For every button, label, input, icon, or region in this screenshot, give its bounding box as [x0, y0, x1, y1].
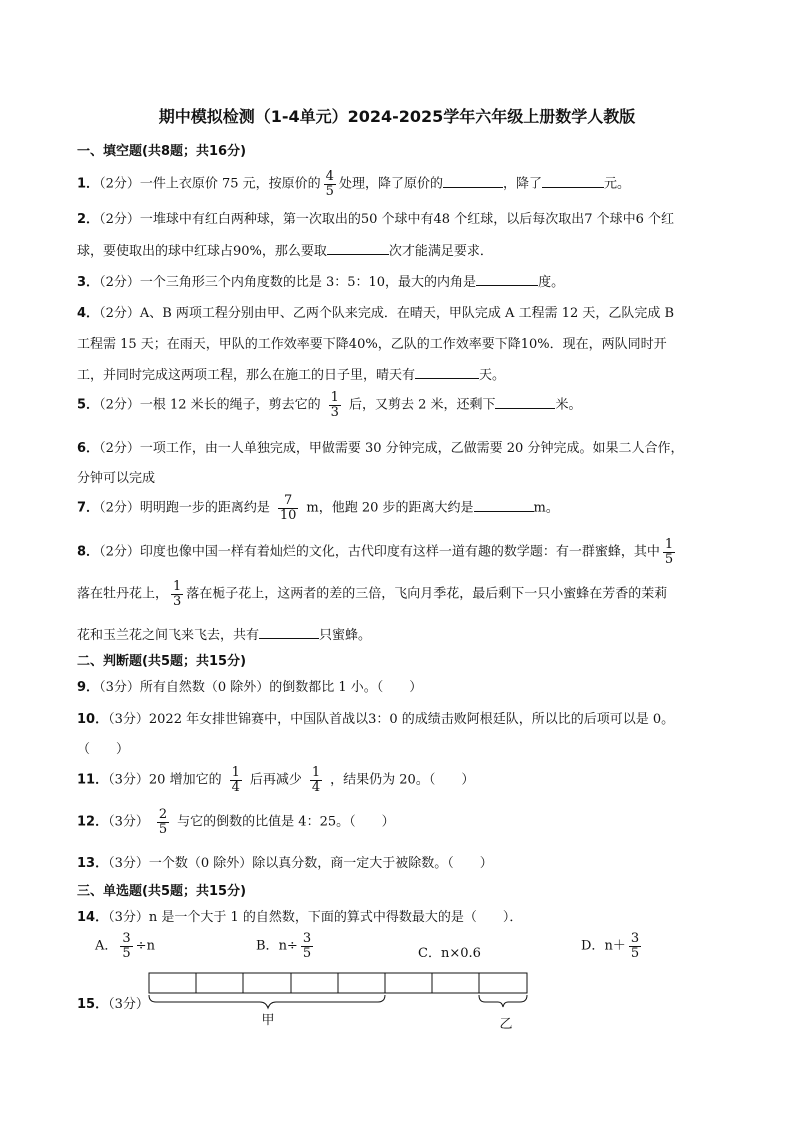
option-c[interactable]: C．n×0.6 [418, 946, 481, 961]
question-10: 10．（3分）2022 年女排世锦赛中，中国队首战以3：0 的成绩击败阿根廷队，所以比的后项可以是 0。 [77, 712, 675, 727]
question-number: 3 [77, 275, 87, 290]
question-text: 明明跑一步的距离约是 [139, 500, 270, 516]
question-text: 20 增加它的 [148, 772, 222, 788]
brace-yi [479, 995, 527, 1007]
question-text: 印度也像中国一样有着灿烂的文化，古代印度有这样一道有趣的数学题：有一群蜜蜂，其中 [139, 544, 660, 560]
question-8-line-3 [77, 624, 371, 643]
question-4-line-2 [77, 333, 667, 352]
answer-blank[interactable] [259, 626, 319, 639]
question-6: 6．（2分）一项工作，由一人单独完成，甲做需要 30 分钟完成，乙做需要 20 分钟完成。如果二人合作， [77, 441, 684, 456]
question-4: 4．（2分）A、B 两项工程分别由甲、乙两个队来完成．在晴天，甲队完成 A 工程需 12 天，乙队完成 B [77, 306, 675, 321]
answer-blank[interactable] [327, 242, 389, 255]
question-text: 处理，降了原价的 [338, 176, 443, 192]
answer-blank[interactable] [476, 273, 538, 286]
section-heading-fill-in: 一、填空题(共8题；共16分) [77, 144, 247, 159]
question-text: ，结果仍为 20。（ ） [330, 772, 475, 788]
label-yi: 乙 [499, 1017, 513, 1032]
question-text: 后再减少 [249, 772, 302, 788]
fraction: $\frac{3}{5}$ [122, 931, 131, 961]
question-number: 12 [77, 814, 96, 830]
question-number: 6 [77, 441, 87, 456]
answer-parentheses[interactable]: （ ） [77, 742, 130, 757]
question-5: 5．（2分）一根 12 米长的绳子，剪去它的 $\frac{1}{3}$ 后，又剪去 2 米，还剩下 米。 [77, 390, 582, 420]
question-text: 所有自然数（0 除外）的倒数都比 1 小。（ ） [139, 680, 423, 695]
question-text: 一根 12 米长的绳子，剪去它的 [139, 397, 321, 413]
question-score: （2分） [99, 500, 140, 516]
fraction: $\frac{1}{5}$ [664, 537, 674, 567]
question-text: 天。 [479, 368, 506, 383]
fraction: $\frac{3}{5}$ [630, 931, 640, 961]
label-jia: 甲 [261, 1013, 275, 1028]
fraction: $\frac{1}{4}$ [231, 765, 240, 795]
section-heading-multiple-choice: 三、单选题(共5题；共15分) [77, 884, 247, 899]
question-score: （3分） [108, 712, 149, 727]
question-number: 7 [77, 500, 87, 516]
question-text: 分钟可以完成 [77, 471, 156, 486]
question-text: ，降了 [502, 176, 542, 192]
question-text: 工程需 15 天；在雨天，甲队的工作效率要下降40%，乙队的工作效率要下降10%．现在，两队同时开 [77, 337, 667, 352]
option-a[interactable]: A． $\frac{3}{5}$ ÷n [95, 931, 155, 961]
question-text: 度。 [538, 275, 565, 290]
question-text: 一件上衣原价 75 元，按原价的 [139, 176, 321, 192]
question-score: （3分） [108, 997, 149, 1012]
question-score: （2分） [99, 441, 140, 456]
question-9: 9．（3分）所有自然数（0 除外）的倒数都比 1 小。（ ） [77, 680, 423, 695]
question-score: （2分） [99, 212, 140, 227]
question-score: （2分） [99, 176, 140, 192]
question-text: 次才能满足要求． [388, 244, 493, 259]
question-score: （2分） [99, 306, 140, 321]
question-score: （2分） [99, 275, 140, 290]
question-text: n 是一个大于 1 的自然数，下面的算式中得数最大的是（ ）． [148, 910, 523, 925]
fraction: $\frac{7}{10}$ [279, 493, 297, 523]
question-text: 元。 [603, 176, 630, 192]
question-score: （2分） [99, 544, 140, 560]
question-text: A、B 两项工程分别由甲、乙两个队来完成．在晴天，甲队完成 A 工程需 12 天，乙队完成 B [139, 306, 675, 321]
question-8-line-2 [77, 580, 667, 608]
question-score: （3分） [108, 910, 149, 925]
question-number: 13 [77, 856, 96, 871]
question-number: 9 [77, 680, 87, 695]
question-score: （3分） [108, 856, 149, 871]
question-score: （3分） [108, 772, 149, 788]
question-number: 2 [77, 212, 87, 227]
question-4-line-3 [77, 364, 505, 383]
option-d[interactable]: D．n＋ $\frac{3}{5}$ [581, 931, 640, 961]
answer-blank[interactable] [474, 499, 534, 512]
question-10-line-2 [77, 738, 129, 757]
question-11: 11．（3分）20 增加它的 $\frac{1}{4}$ 后再减少 $\frac{1}{4}$ ，结果仍为 20。（ ） [77, 765, 475, 795]
section-heading-true-false: 二、判断题(共5题；共15分) [77, 654, 247, 669]
question-13: 13．（3分）一个数（0 除外）除以真分数，商一定大于被除数。（ ） [77, 856, 493, 871]
question-7: 7．（2分）明明跑一步的距离约是 $\frac{7}{10}$ m，他跑 20 步的距离大约是 m。 [77, 493, 559, 523]
answer-blank[interactable] [415, 366, 479, 379]
question-number: 5 [77, 397, 87, 413]
question-text: 一项工作，由一人单独完成，甲做需要 30 分钟完成，乙做需要 20 分钟完成。如果二人合作， [139, 441, 684, 456]
question-2-line-2 [77, 240, 493, 259]
question-number: 8 [77, 544, 87, 560]
fraction: $\frac{1}{4}$ [311, 765, 321, 795]
question-text: 2022 年女排世锦赛中，中国队首战以3：0 的成绩击败阿根廷队，所以比的后项可以是 0。 [148, 712, 675, 727]
question-14: 14．（3分）n 是一个大于 1 的自然数，下面的算式中得数最大的是（ ）． [77, 910, 523, 925]
question-3: 3．（2分）一个三角形三个内角度数的比是 3：5：10，最大的内角是 度。 [77, 275, 565, 290]
question-number: 11 [77, 772, 96, 788]
question-text: 落在栀子花上，这两者的差的三倍，飞向月季花，最后剩下一只小蜜蜂在芳香的茉莉 [186, 586, 668, 602]
question-1: 1．（2分）一件上衣原价 75 元，按原价的 $\frac{4}{5}$ 处理，降了原价的 ，降了 元。 [77, 169, 630, 199]
page-title: 期中模拟检测（1-4单元）2024-2025学年六年级上册数学人教版 [158, 107, 636, 126]
segment-bar [149, 973, 527, 993]
question-text: 球，要使取出的球中红球占90%，那么要取 [77, 244, 327, 259]
question-number: 1 [77, 176, 87, 192]
option-b[interactable]: B．n÷ $\frac{3}{5}$ [256, 931, 312, 961]
question-text: 一堆球中有红白两种球，第一次取出的50 个球中有48 个红球，以后每次取出7 个球中6 个红 [139, 212, 674, 227]
question-score: （3分） [108, 814, 149, 830]
question-text: 花和玉兰花之间飞来飞去，共有 [77, 628, 260, 643]
question-6-line-2 [77, 467, 155, 486]
fraction: $\frac{4}{5}$ [325, 169, 334, 199]
question-text: 后，又剪去 2 米，还剩下 [348, 397, 496, 413]
question-text: 只蜜蜂。 [319, 628, 372, 643]
question-text: 工，并同时完成这两项工程，那么在施工的日子里，晴天有 [77, 368, 416, 383]
segment-diagram [148, 972, 538, 1032]
question-number: 4 [77, 306, 87, 321]
fraction: $\frac{2}{5}$ [158, 807, 168, 837]
question-number: 10 [77, 712, 96, 727]
question-12: 12．（3分） $\frac{2}{5}$ 与它的倒数的比值是 4：25。（ ） [77, 807, 395, 837]
question-text: 一个数（0 除外）除以真分数，商一定大于被除数。（ ） [148, 856, 493, 871]
fraction: $\frac{3}{5}$ [302, 931, 312, 961]
question-text: 米。 [555, 397, 582, 413]
question-text: 与它的倒数的比值是 4：25。（ ） [177, 814, 395, 830]
fraction: $\frac{1}{3}$ [330, 390, 339, 420]
question-text: m，他跑 20 步的距离大约是 [306, 500, 474, 516]
question-number: 14 [77, 910, 96, 925]
question-score: （3分） [99, 680, 140, 695]
answer-blank[interactable] [542, 175, 604, 188]
question-text: 一个三角形三个内角度数的比是 3：5：10，最大的内角是 [139, 275, 477, 290]
question-number: 15 [77, 997, 96, 1012]
question-15: 15．（3分） [77, 997, 149, 1012]
fraction: $\frac{1}{3}$ [173, 579, 182, 609]
brace-jia [149, 995, 385, 1008]
answer-blank[interactable] [495, 396, 555, 409]
question-text: 落在牡丹花上， [77, 586, 169, 602]
question-8: 8．（2分）印度也像中国一样有着灿烂的文化，古代印度有这样一道有趣的数学题：有一群蜜蜂，其中 $\frac{1}{5}$ [77, 537, 674, 567]
question-score: （2分） [99, 397, 140, 413]
question-2: 2．（2分）一堆球中有红白两种球，第一次取出的50 个球中有48 个红球，以后每次取出7 个球中6 个红 [77, 212, 674, 227]
question-text: m。 [533, 500, 559, 516]
answer-blank[interactable] [443, 175, 503, 188]
